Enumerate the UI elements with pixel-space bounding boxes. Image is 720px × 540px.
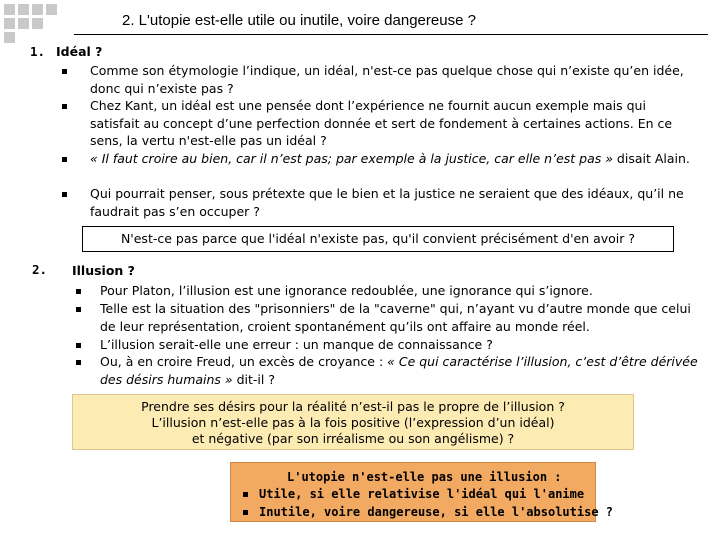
bullet-icon xyxy=(76,343,81,348)
title-divider xyxy=(74,34,708,35)
freud-intro: Ou, à en croire Freud, un excès de croyance : xyxy=(100,354,388,369)
conclusion-heading: L'utopie n'est-elle pas une illusion : xyxy=(287,470,562,484)
alain-quote: « Il faut croire au bien, car il n’est pas; par exemple à la justice, car elle n’est pas » xyxy=(90,151,613,166)
deco-square xyxy=(32,4,43,15)
deco-square xyxy=(4,4,15,15)
bullet-icon xyxy=(62,69,67,74)
bullet-icon xyxy=(76,289,81,294)
bullet-icon xyxy=(243,492,248,497)
ideal-question-box: N'est-ce pas parce que l'idéal n'existe pas, qu'il convient précisément d'en avoir ? xyxy=(82,226,674,252)
section2-item-2: Telle est la situation des "prisonniers" de la "caverne" qui, n’ayant vu d’autre monde que celui de leur représentation, croient spontanément qu’ils ont affaire au monde réel. xyxy=(100,301,691,334)
section2-number: 2. xyxy=(32,262,48,277)
section2-item-4 xyxy=(100,353,700,388)
page-title: 2. L'utopie est-elle utile ou inutile, voire dangereuse ? xyxy=(122,12,476,29)
bullet-icon xyxy=(243,510,248,515)
deco-square xyxy=(46,4,57,15)
conclusion-item-2: Inutile, voire dangereuse, si elle l'absolutise ? xyxy=(259,505,614,519)
illusion-box-line-1: Prendre ses désirs pour la réalité n’est-il pas le propre de l’illusion ? xyxy=(141,399,565,414)
section1-item-1: Comme son étymologie l’indique, un idéal, n'est-ce pas quelque chose qui n’existe qu’en idée, donc qui n’existe pas ? xyxy=(90,63,684,96)
illusion-box-line-2: L’illusion n’est-elle pas à la fois positive (l’expression d’un idéal) xyxy=(151,415,555,430)
conclusion-box xyxy=(230,462,614,522)
freud-attribution: dit-il ? xyxy=(232,371,275,387)
section1-title: Idéal ? xyxy=(56,44,103,59)
deco-square xyxy=(4,18,15,29)
deco-square xyxy=(32,18,43,29)
deco-square xyxy=(18,18,29,29)
section1-item-3 xyxy=(90,150,690,168)
section1-item-2: Chez Kant, un idéal est une pensée dont l’expérience ne fournit aucun exemple mais qui satisfait au concept d’une perfection donnée et sert de fondement à certaines actions. En ce sens, la vertu n'est-elle pas un idéal ? xyxy=(90,98,673,148)
conclusion-item-1: Utile, si elle relativise l'idéal qui l'anime xyxy=(259,487,585,501)
section1-item-4: Qui pourrait penser, sous prétexte que le bien et la justice ne seraient que des idéaux, qu’il ne faudrait pas s’en occuper ? xyxy=(90,186,684,219)
illusion-reflection-box xyxy=(72,394,634,450)
section2-title: Illusion ? xyxy=(72,263,135,278)
deco-square xyxy=(18,4,29,15)
deco-square xyxy=(4,32,15,43)
decorative-squares xyxy=(4,4,60,40)
section2-item-3: L’illusion serait-elle une erreur : un manque de connaissance ? xyxy=(100,337,493,352)
bullet-icon xyxy=(76,360,81,365)
bullet-icon xyxy=(76,307,81,312)
alain-attribution: disait Alain. xyxy=(612,151,690,166)
freud-quote: « Ce qui caractérise l’illusion, c’est d’être dérivée des désirs humains » xyxy=(100,354,698,387)
bullet-icon xyxy=(62,157,67,162)
bullet-icon xyxy=(62,192,67,197)
illusion-box-line-3: et négative (par son irréalisme ou son angélisme) ? xyxy=(191,431,515,446)
section2-item-1: Pour Platon, l’illusion est une ignorance redoublée, une ignorance qui s’ignore. xyxy=(100,283,593,298)
section1-number: 1. xyxy=(30,44,46,59)
bullet-icon xyxy=(62,104,67,109)
